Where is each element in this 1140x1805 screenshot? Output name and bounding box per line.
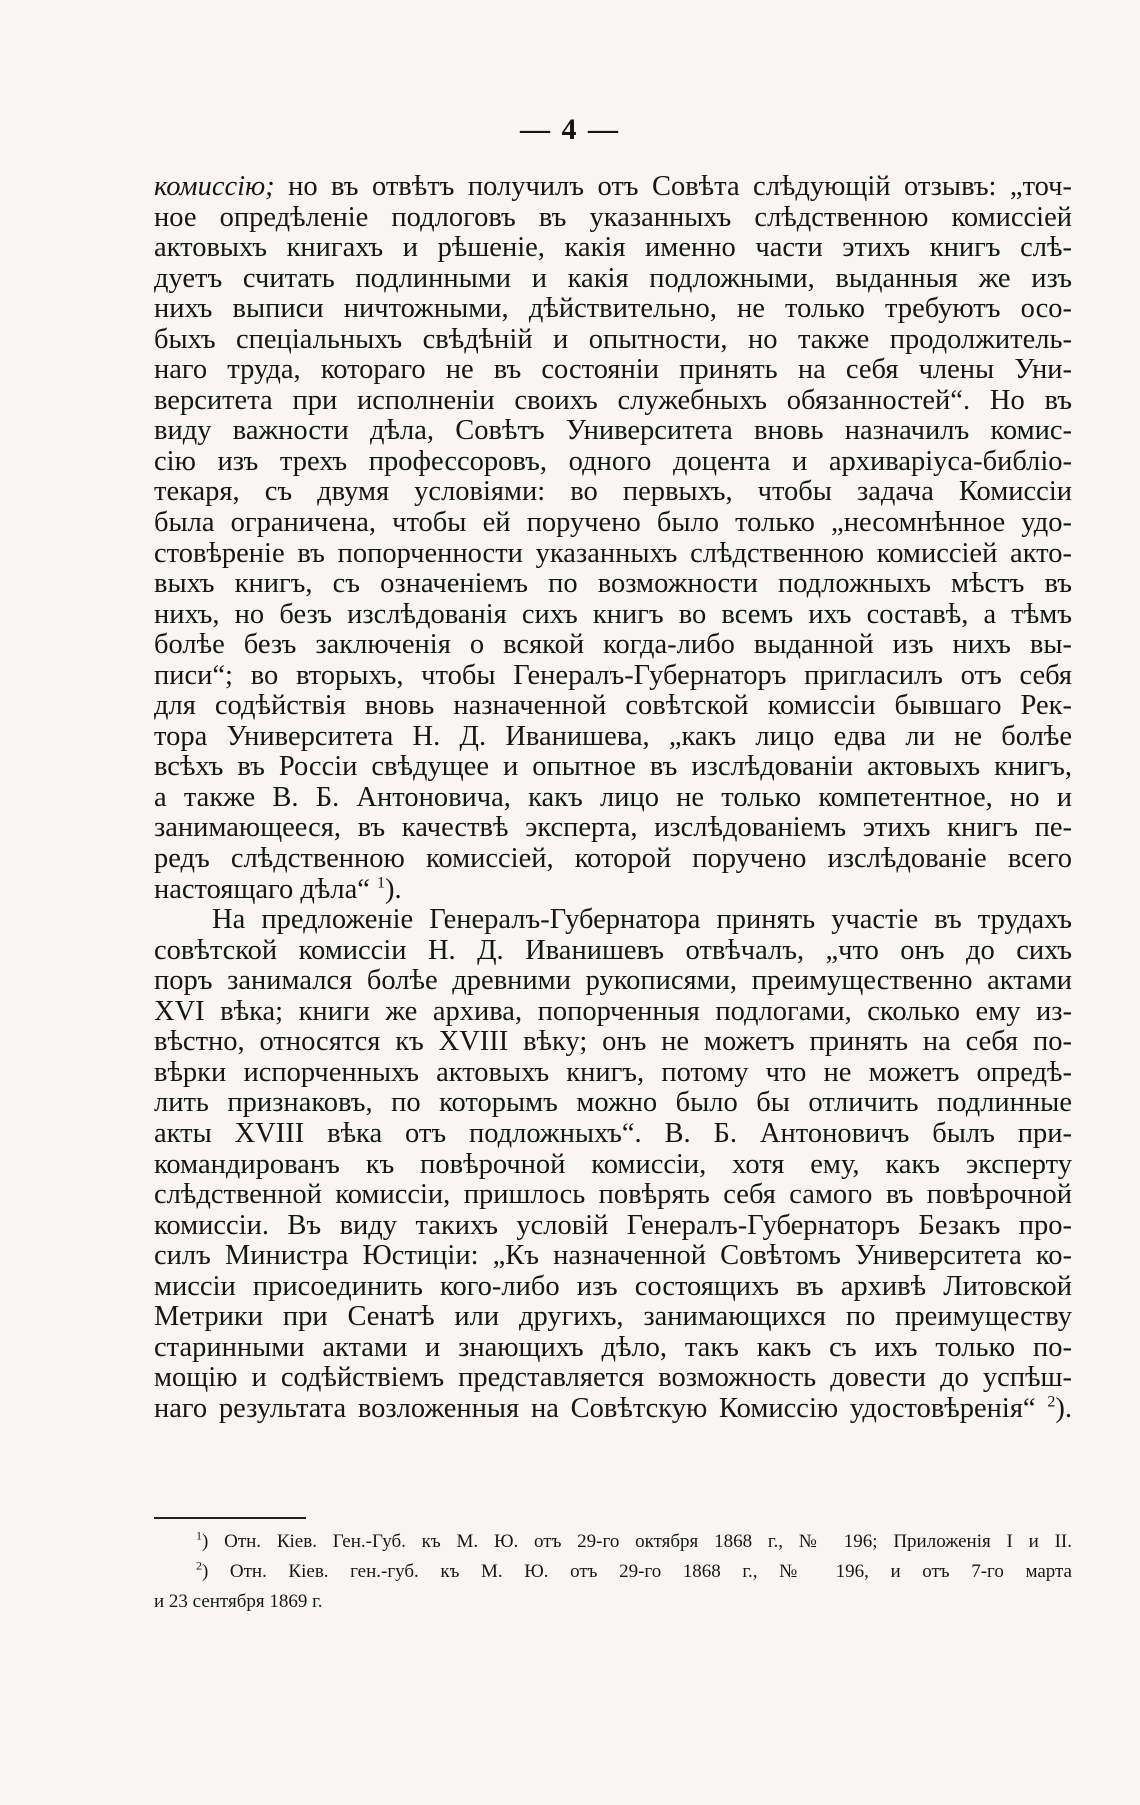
text-line: командированъ къ повѣрочной комиссіи, хотя ему, какъ эксперту <box>154 1148 1072 1180</box>
text-line: писи“; во вторыхъ, чтобы Генералъ-Губернаторъ пригласилъ отъ себя <box>154 659 1072 691</box>
body-text <box>154 172 1072 1424</box>
text-line: быхъ спеціальныхъ свѣдѣній и опытности, но также продолжитель- <box>154 323 1072 355</box>
footnote-divider <box>154 1517 306 1519</box>
text-line: стовѣреніе въ попорченности указанныхъ слѣдственною комиссіей акто- <box>154 537 1072 569</box>
footnote-number: 1 <box>196 1528 202 1543</box>
text-line: редъ слѣдственною комиссіей, которой поручено изслѣдованіе всего <box>154 843 1072 875</box>
text-line: лить признаковъ, по которымъ можно было бы отличить подлинные <box>154 1087 1072 1119</box>
text-line: вѣрки испорченныхъ актовыхъ книгъ, потому что не можетъ опредѣ- <box>154 1056 1072 1088</box>
text-line: наго результата возложенныя на Совѣтскую Комиссію удостовѣренія“ $^2$). <box>154 1392 1072 1424</box>
italic-word: комиссію; <box>154 171 275 202</box>
footnote-1: $^1$) Отн. Кіев. Ген.-Губ. къ М. Ю. отъ 29-го октября 1868 г., № 196; Приложенія I и II. <box>196 1528 1072 1552</box>
text-line: верситета при исполненіи своихъ служебныхъ обязанностей“. Но въ <box>154 384 1072 416</box>
text-line: акты XVIII вѣка отъ подложныхъ“. В. Б. Антоновичъ былъ при- <box>154 1117 1072 1149</box>
text-line: XVI вѣка; книги же архива, попорченныя подлогами, сколько ему из- <box>154 995 1072 1027</box>
footnote-2-continued: и 23 сентября 1869 г. <box>154 1591 323 1612</box>
text-line: поръ занимался болѣе древними рукописями, преимущественно актами <box>154 965 1072 997</box>
footnote-2: $^2$) Отн. Кіев. ген.-губ. къ М. Ю. отъ 29-го 1868 г., № 196, и отъ 7-го марта <box>196 1558 1072 1582</box>
text-line: выхъ книгъ, съ означеніемъ по возможности подложныхъ мѣстъ въ <box>154 568 1072 600</box>
text-line: силъ Министра Юстиціи: „Къ назначенной Совѣтомъ Университета ко- <box>154 1240 1072 1272</box>
text-line: Метрики при Сенатѣ или другихъ, занимающихся по преимуществу <box>154 1301 1072 1333</box>
paragraph-first-line: На предложеніе Генералъ-Губернатора принять участіе въ трудахъ <box>212 904 1072 936</box>
text-line: комиссіи. Въ виду такихъ условій Генералъ-Губернаторъ Безакъ про- <box>154 1209 1072 1241</box>
text-line: сію изъ трехъ профессоровъ, одного доцента и архиваріуса-библіо- <box>154 445 1072 477</box>
footnote-ref: 1 <box>377 874 386 892</box>
text-line: комиссію; но въ отвѣтъ получилъ отъ Совѣта слѣдующій отзывъ: „точ- <box>154 171 1072 202</box>
text-line: нихъ выписи ничтожными, дѣйствительно, не только требуютъ осо- <box>154 293 1072 325</box>
text-line: нихъ, но безъ изслѣдованія сихъ книгъ во всемъ ихъ составѣ, а тѣмъ <box>154 598 1072 630</box>
text-line: старинными актами и знающихъ дѣло, такъ какъ съ ихъ только по- <box>154 1331 1072 1363</box>
text-line: была ограничена, чтобы ей поручено было только „несомнѣнное удо- <box>154 507 1072 539</box>
text-line: всѣхъ въ Россіи свѣдущее и опытное въ изслѣдованіи актовыхъ книгъ, <box>154 751 1072 783</box>
text-line: для содѣйствія вновь назначенной совѣтской комиссіи бывшаго Рек- <box>154 690 1072 722</box>
text-line: настоящаго дѣла“ $^1$). <box>154 873 402 905</box>
footnote-number: 2 <box>196 1558 202 1573</box>
footnotes <box>154 1527 1072 1617</box>
text-line: ное опредѣленіе подлоговъ въ указанныхъ слѣдственною комиссіей <box>154 201 1072 233</box>
text-line: дуетъ считать подлинными и какія подложными, выданныя же изъ <box>154 262 1072 294</box>
text-line: тора Университета Н. Д. Иванишева, „какъ лицо едва ли не болѣе <box>154 720 1072 752</box>
text-line: виду важности дѣла, Совѣтъ Университета вновь назначилъ комис- <box>154 415 1072 447</box>
text-line: а также В. Б. Антоновича, какъ лицо не только компетентное, но и <box>154 781 1072 813</box>
footnote-ref: 2 <box>1047 1393 1056 1411</box>
text-line: наго труда, котораго не въ состояніи принять на себя члены Уни- <box>154 354 1072 386</box>
text-line: занимающееся, въ качествѣ эксперта, изслѣдованіемъ этихъ книгъ пе- <box>154 812 1072 844</box>
text-line: мощію и содѣйствіемъ представляется возможность довести до успѣш- <box>154 1362 1072 1394</box>
text-line: актовыхъ книгахъ и рѣшеніе, какія именно части этихъ книгъ слѣ- <box>154 232 1072 264</box>
text-line: вѣстно, относятся къ XVIII вѣку; онъ не можетъ принять на себя по- <box>154 1026 1072 1058</box>
text-line: совѣтской комиссіи Н. Д. Иванишевъ отвѣчалъ, „что онъ до сихъ <box>154 934 1072 966</box>
text-line: слѣдственной комиссіи, пришлось повѣрять себя самого въ повѣрочной <box>154 1179 1072 1211</box>
page-number: — 4 — <box>520 113 620 146</box>
text-line: болѣе безъ заключенія о всякой когда-либо выданной изъ нихъ вы- <box>154 629 1072 661</box>
text-line: миссіи присоединить кого-либо изъ состоящихъ въ архивѣ Литовской <box>154 1270 1072 1302</box>
text-line: текаря, съ двумя условіями: во первыхъ, чтобы задача Комиссіи <box>154 476 1072 508</box>
